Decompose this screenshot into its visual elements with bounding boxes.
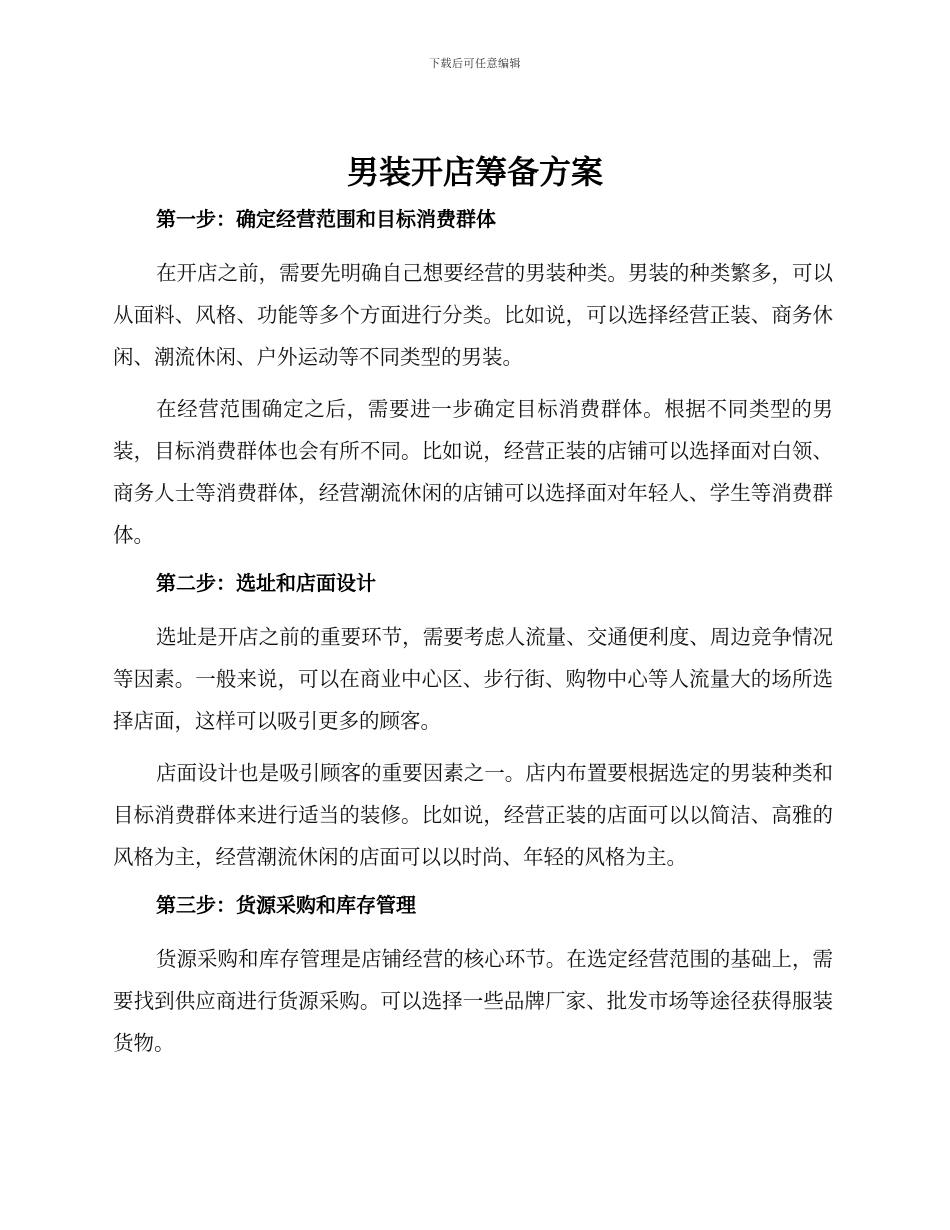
section-3-paragraph-1: 货源采购和库存管理是店铺经营的核心环节。在选定经营范围的基础上，需要找到供应商进行货源采购。可以选择一些品牌厂家、批发市场等途径获得服装货物。 xyxy=(113,947,833,1055)
section-2-paragraph-1: 选址是开店之前的重要环节，需要考虑人流量、交通便利度、周边竞争情况等因素。一般来说，可以在商业中心区、步行街、购物中心等人流量大的场所选择店面，这样可以吸引更多的顾客。 xyxy=(113,625,833,733)
header-note: 下载后可任意编辑 xyxy=(429,57,521,70)
section-1-paragraph-2: 在经营范围确定之后，需要进一步确定目标消费群体。根据不同类型的男装，目标消费群体也会有所不同。比如说，经营正装的店铺可以选择面对白领、商务人士等消费群体，经营潮流休闲的店铺可以选择面对年轻人、学生等消费群体。 xyxy=(113,397,833,547)
section-heading-3: 第三步：货源采购和库存管理 xyxy=(156,893,416,917)
document-body xyxy=(113,202,833,1074)
section-heading-2: 第二步：选址和店面设计 xyxy=(156,571,376,595)
section-2-paragraph-2: 店面设计也是吸引顾客的重要因素之一。店内布置要根据选定的男装种类和目标消费群体来进行适当的装修。比如说，经营正装的店面可以以简洁、高雅的风格为主，经营潮流休闲的店面可以以时尚、年轻的风格为主。 xyxy=(113,761,833,869)
section-heading-1: 第一步：确定经营范围和目标消费群体 xyxy=(156,207,496,231)
document-title: 男装开店筹备方案 xyxy=(346,153,603,191)
section-1-paragraph-1: 在开店之前，需要先明确自己想要经营的男装种类。男装的种类繁多，可以从面料、风格、功能等多个方面进行分类。比如说，可以选择经营正装、商务休闲、潮流休闲、户外运动等不同类型的男装。 xyxy=(113,261,833,369)
